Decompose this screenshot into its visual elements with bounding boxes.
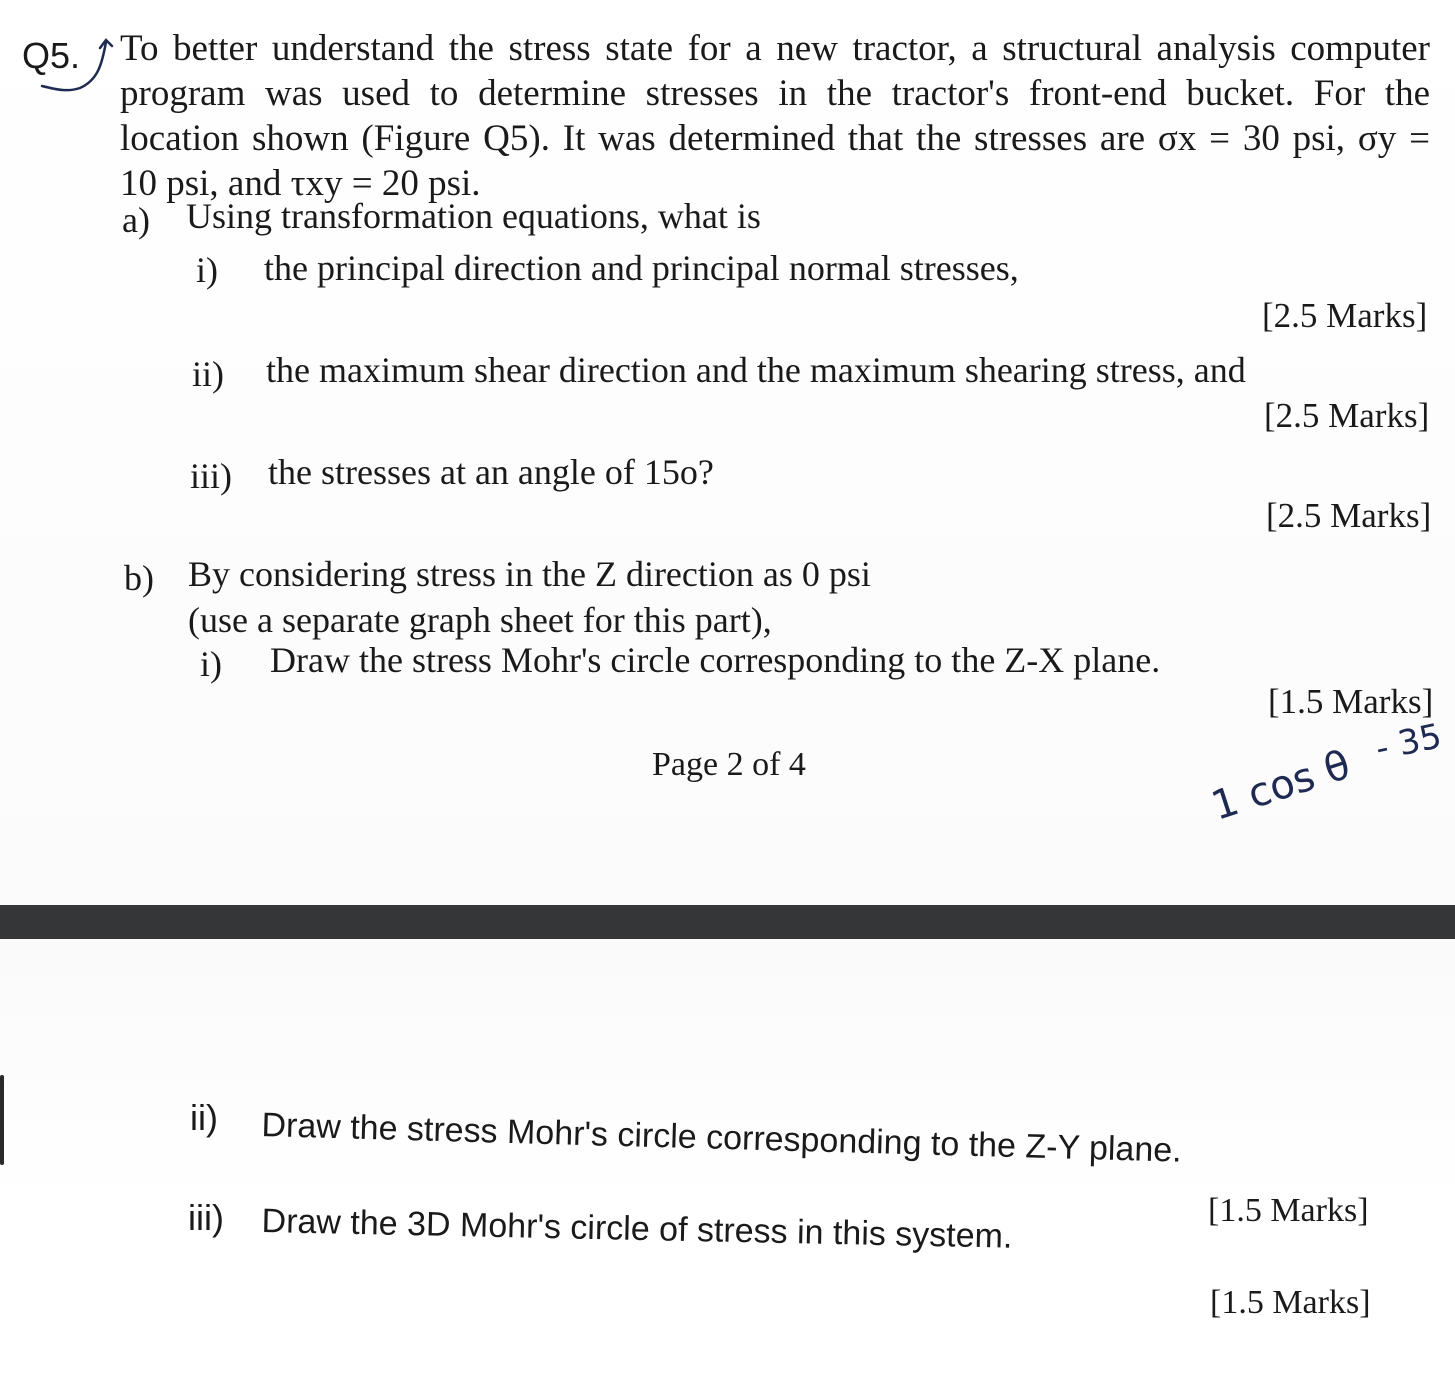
part-a-iii-marks: [2.5 Marks] (1266, 496, 1432, 535)
part-b-line: (use a separate graph sheet for this part), (188, 600, 772, 640)
part-a-i-text: the principal direction and principal normal stresses, (264, 248, 1019, 288)
page-footer: Page 2 of 4 (652, 746, 806, 783)
handwritten-note: - 35 (1372, 716, 1446, 770)
part-b-i-text: Draw the stress Mohr's circle corresponding to the Z-X plane. (270, 640, 1161, 680)
part-b-ii-text: Draw the stress Mohr's circle corresponding to the Z-Y plane. (260, 1106, 1183, 1170)
intro-line: To better understand the stress state for a new tractor, a structural analysis computer (120, 28, 1430, 69)
part-a-iii-text: the stresses at an angle of 15o? (268, 452, 714, 492)
part-b-iii-label: iii) (188, 1197, 224, 1238)
part-b-i-label: i) (200, 644, 222, 684)
part-a-label: a) (122, 200, 150, 240)
intro-line: program was used to determine stresses in the tractor's front-end bucket. For the (120, 73, 1430, 114)
page-divider (0, 905, 1455, 939)
paper-edge-shadow (0, 1075, 4, 1165)
check-mark-icon (28, 36, 118, 96)
part-a-text: Using transformation equations, what is (186, 196, 761, 236)
question-number: Q5. (22, 35, 81, 76)
part-a-ii-marks: [2.5 Marks] (1264, 396, 1430, 435)
part-b-iii-text: Draw the 3D Mohr's circle of stress in this system. (261, 1202, 1013, 1256)
part-b-i-marks: [1.5 Marks] (1268, 682, 1434, 721)
part-a-iii-label: iii) (190, 456, 232, 496)
part-a-ii-label: ii) (192, 354, 224, 394)
part-b-ii-label: ii) (190, 1097, 218, 1138)
part-b-ii-marks: [1.5 Marks] (1208, 1192, 1369, 1229)
part-b-label: b) (124, 558, 154, 598)
handwritten-note: 1 cos θ (1206, 741, 1356, 830)
part-b-line: By considering stress in the Z direction as 0 psi (188, 554, 871, 594)
part-a-ii-text: the maximum shear direction and the maximum shearing stress, and (266, 350, 1246, 390)
intro-line: location shown (Figure Q5). It was determined that the stresses are σx = 30 psi, σy = (120, 118, 1430, 159)
question-intro (120, 26, 1430, 206)
part-a-i-marks: [2.5 Marks] (1262, 296, 1428, 335)
part-b-iii-marks: [1.5 Marks] (1210, 1284, 1371, 1321)
part-a-i-label: i) (196, 250, 218, 290)
intro-line: 10 psi, and τxy = 20 psi. (120, 163, 481, 204)
